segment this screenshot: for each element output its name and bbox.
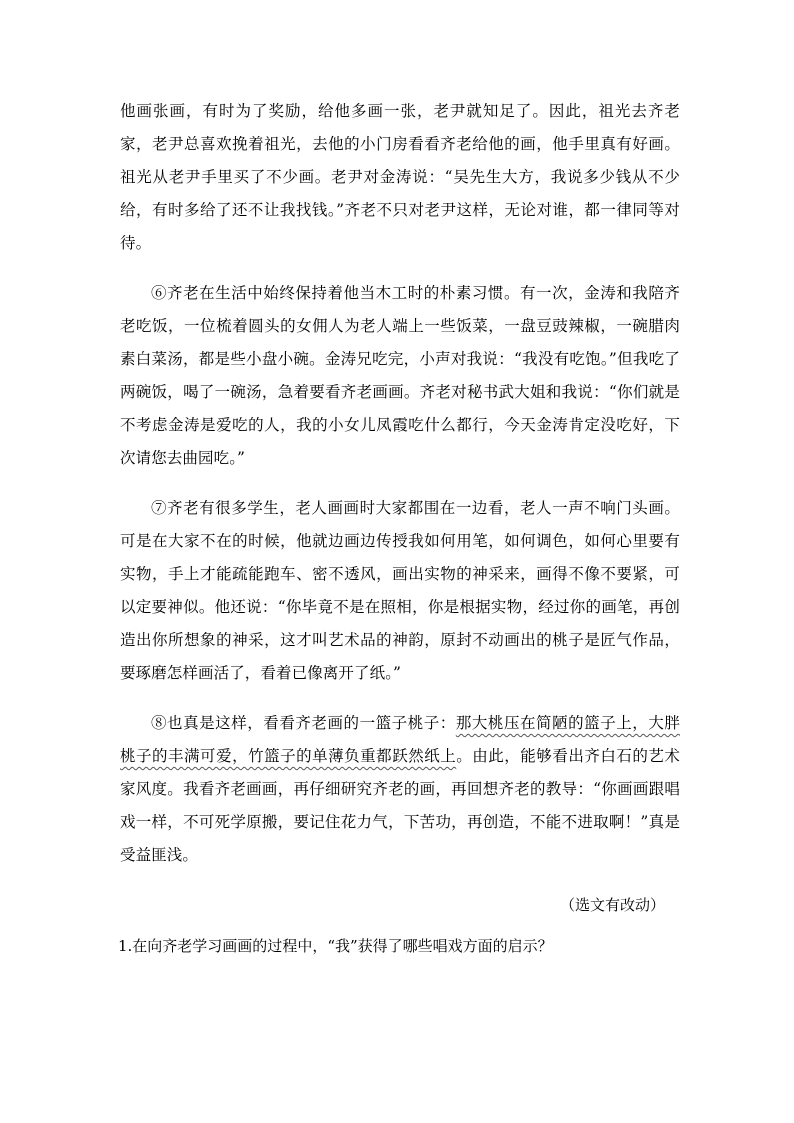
document-page	[120, 95, 680, 963]
source-note: （选文有改动）	[559, 896, 665, 914]
paragraph-continuation: 他画张画，有时为了奖励，给他多画一张，老尹就知足了。因此，祖光去齐老家，老尹总喜欢挽着祖光，去他的小门房看看齐老给他的画，他手里真有好画。祖光从老尹手里买了不少画。老尹对金涛说：“吴先生大方，我说多少钱从不少给，有时多给了还不让我找钱。”齐老不只对老尹这样，无论对谁，都一律同等对待。	[120, 102, 680, 252]
paragraph-8-rest: 。由此，能够看出齐白石的艺术家风度。我看齐老画画，再仔细研究齐老的画，再回想齐老的教导：“你画画跟唱戏一样，不可死学原搬，要记住花力气，下苦功，再创造，不能不进取啊！”真是受益匪浅。	[120, 747, 680, 864]
paragraph-7: ⑦齐老有很多学生，老人画画时大家都围在一边看，老人一声不响门头画。可是在大家不在的时候，他就边画边传授我如何用笔，如何调色，如何心里要有实物，手上才能疏能跑车、密不透风，画出实物的神采来，画得不像不要紧，可以定要神似。他还说：“你毕竟不是在照相，你是根据实物，经过你的画笔，再创造出你所想象的神采，这才叫艺术品的神韵，原封不动画出的桃子是匠气作品，要琢磨怎样画活了，看着已像离开了纸。”	[120, 499, 680, 682]
paragraph-8-lead: ⑧也真是这样，看看齐老画的一篮子桃子：	[151, 714, 456, 732]
paragraph-6: ⑥齐老在生活中始终保持着他当木工时的朴素习惯。有一次，金涛和我陪齐老吃饭，一位梳着圆头的女佣人为老人端上一些饭菜，一盘豆豉辣椒，一碗腊肉素白菜汤，都是些小盘小碗。金涛兄吃完，小声对我说：“我没有吃饱。”但我吃了两碗饭，喝了一碗汤，急着要看齐老画画。齐老对秘书武大姐和我说：“你们就是不考虑金涛是爱吃的人，我的小女儿凤霞吃什么都行，今天金涛肯定没吃好，下次请您去曲园吃。”	[120, 284, 680, 467]
question-1: 1.在向齐老学习画画的过程中，“我”获得了哪些唱戏方面的启示？	[118, 937, 553, 955]
wavy-underlined-sentence: 那大桃压在简陋的篮子上，大胖桃子的丰满可爱，竹篮子的单薄负重都跃然纸上	[120, 714, 680, 765]
paragraph-8	[120, 707, 680, 872]
